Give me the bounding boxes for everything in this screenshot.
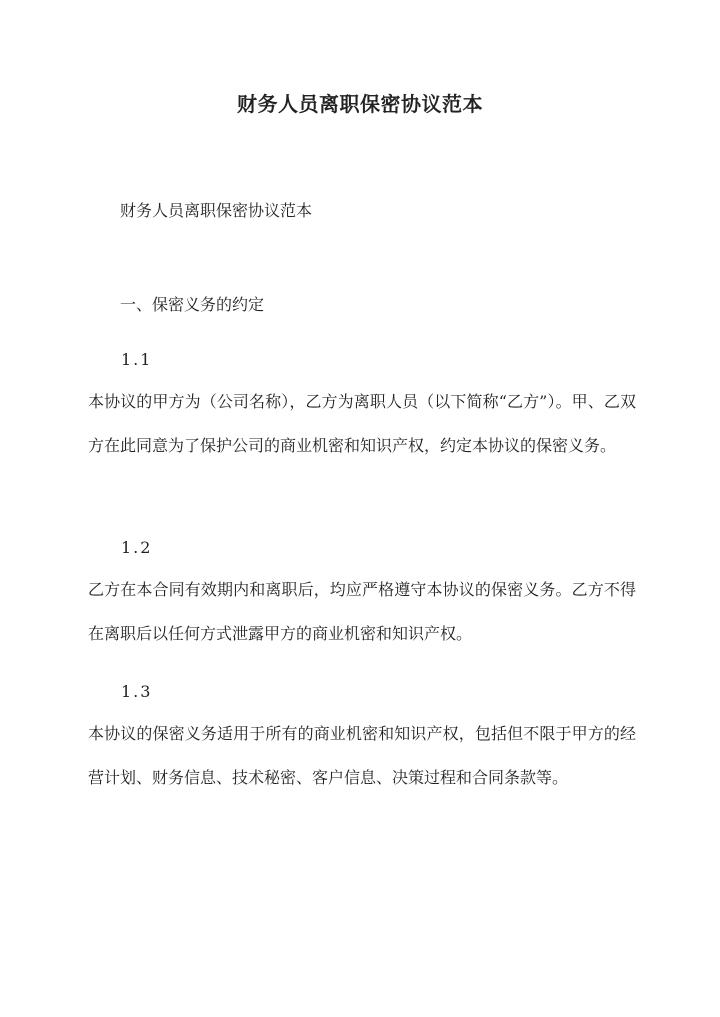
clause-number: 1.2 bbox=[121, 538, 153, 557]
section-heading: 一、保密义务的约定 bbox=[120, 295, 265, 314]
document-title: 财务人员离职保密协议范本 bbox=[237, 92, 483, 116]
clause-text: 本协议的保密义务适用于所有的商业机密和知识产权，包括但不限于甲方的经营计划、财务信息、技术秘密、客户信息、决策过程和合同条款等。 bbox=[88, 724, 636, 787]
clause-number: 1.1 bbox=[121, 350, 153, 369]
document-subtitle: 财务人员离职保密协议范本 bbox=[120, 201, 313, 220]
clause-text: 乙方在本合同有效期内和离职后，均应严格遵守本协议的保密义务。乙方不得在离职后以任何方式泄露甲方的商业机密和知识产权。 bbox=[88, 580, 636, 643]
clause-number: 1.3 bbox=[121, 682, 153, 701]
clause-text: 本协议的甲方为（公司名称），乙方为离职人员（以下简称“乙方”）。甲、乙双方在此同意为了保护公司的商业机密和知识产权，约定本协议的保密义务。 bbox=[88, 392, 636, 455]
